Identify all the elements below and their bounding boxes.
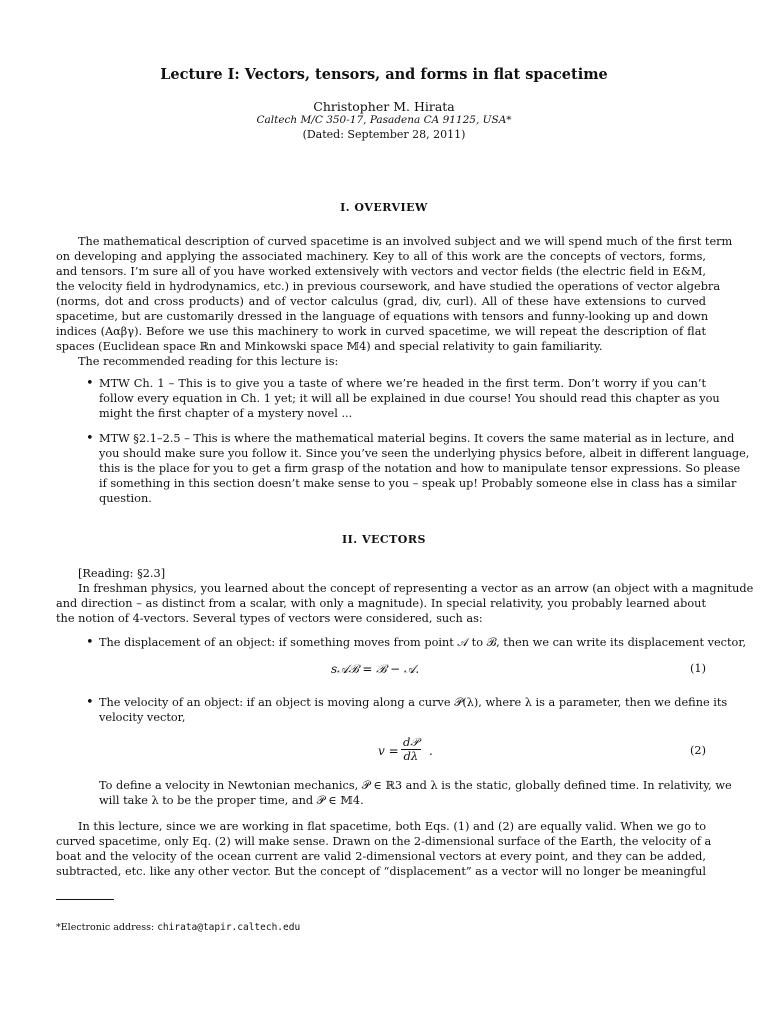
reading-reference: [Reading: §2.3] (78, 567, 166, 580)
author-affiliation: Caltech M/C 350-17, Pasadena CA 91125, USA* (256, 114, 512, 126)
date-line: (Dated: September 28, 2011) (302, 128, 466, 141)
paper-title: Lecture I: Vectors, tensors, and forms in flat spacetime (160, 66, 608, 83)
bullet-line: if something in this section doesn’t make sense to you – speak up! Probably someone else in class has a similar (99, 477, 737, 490)
bullet-line: you should make sure you follow it. Since you’ve seen the underlying physics before, albeit in different language, (99, 447, 750, 460)
bullet-line: this is the place for you to get a firm grasp of the notation and how to manipulate tensor expressions. So please (99, 462, 741, 475)
fraction-numerator: d𝒫 (403, 735, 419, 749)
overview-paragraph-line: (norms, dot and cross products) and of vector calculus (grad, div, curl). All of these have extensions to curved (56, 295, 706, 308)
footnote-email[interactable]: chirata@tapir.caltech.edu (157, 922, 301, 933)
velocity-note-line: will take λ to be the proper time, and 𝒫 ∈ 𝕄4. (99, 794, 364, 807)
velocity-bullet-line: velocity vector, (99, 711, 186, 724)
section-heading-vectors: II. VECTORS (342, 533, 426, 546)
vectors-paragraph-line: and direction – as distinct from a scalar, with only a magnitude). In special relativity, you probably learned about (56, 597, 706, 610)
section-heading-overview: I. OVERVIEW (340, 201, 428, 214)
velocity-bullet-line: The velocity of an object: if an object is moving along a curve 𝒫(λ), where λ is a parameter, then we define its (99, 696, 728, 709)
reading-intro: The recommended reading for this lecture is: (78, 355, 339, 368)
bullet-marker: • (86, 431, 94, 446)
bullet-line: might the first chapter of a mystery novel ... (99, 407, 353, 420)
overview-paragraph-line: spaces (Euclidean space ℝn and Minkowski space 𝕄4) and special relativity to gain familiarity. (56, 340, 603, 353)
author-name: Christopher M. Hirata (313, 99, 455, 114)
overview-paragraph-line: and tensors. I’m sure all of you have worked extensively with vectors and vector fields (the electric field in E&M, (56, 265, 706, 278)
bullet-marker: • (86, 695, 94, 710)
equation-2-tail: . (429, 744, 433, 758)
vectors-paragraph-line: In freshman physics, you learned about the concept of representing a vector as an arrow (an object with a magnitude (78, 582, 754, 595)
overview-paragraph-line: on developing and applying the associated machinery. Key to all of this work are the concepts of vectors, forms, (56, 250, 706, 263)
overview-paragraph-line: indices (Aαβγ). Before we use this machinery to work in curved spacetime, we will repeat the description of flat (56, 325, 706, 338)
footnote-rule (56, 899, 114, 900)
footnote-label: *Electronic address: (56, 922, 158, 933)
closing-paragraph-line: boat and the velocity of the ocean current are valid 2-dimensional vectors at every point, and they can be added, (56, 850, 706, 863)
displacement-bullet-line: The displacement of an object: if something moves from point 𝒜 to ℬ, then we can write its displacement vector, (99, 636, 747, 649)
fraction-denominator: dλ (403, 749, 419, 763)
footnote (56, 922, 300, 933)
velocity-note-line: To define a velocity in Newtonian mechanics, 𝒫 ∈ ℝ3 and λ is the static, globally defined time. In relativity, we (99, 779, 732, 792)
bullet-marker: • (86, 635, 94, 650)
closing-paragraph-line: In this lecture, since we are working in flat spacetime, both Eqs. (1) and (2) are equally valid. When we go to (78, 820, 706, 833)
bullet-line: follow every equation in Ch. 1 yet; it will all be explained in due course! You should read this chapter as you (99, 392, 720, 405)
overview-paragraph-line: the velocity field in hydrodynamics, etc.) in previous coursework, and have studied the operations of vector algebra (56, 280, 721, 293)
closing-paragraph-line: curved spacetime, only Eq. (2) will make sense. Drawn on the 2-dimensional surface of the Earth, the velocity of a (56, 835, 712, 848)
bullet-line: MTW §2.1–2.5 – This is where the mathematical material begins. It covers the same material as in lecture, and (99, 432, 735, 445)
vectors-paragraph-line: the notion of 4-vectors. Several types of vectors were considered, such as: (56, 612, 483, 625)
bullet-line: question. (99, 492, 152, 505)
overview-paragraph-line: The mathematical description of curved spacetime is an involved subject and we will spend much of the first term (78, 235, 733, 248)
bullet-line: MTW Ch. 1 – This is to give you a taste of where we’re headed in the first term. Don’t worry if you can’t (99, 377, 706, 390)
equation-number-1: (1) (690, 662, 707, 675)
closing-paragraph-line: subtracted, etc. like any other vector. But the concept of “displacement” as a vector will no longer be meaningful (56, 865, 706, 878)
overview-paragraph-line: spacetime, but are customarily dressed in the language of equations with tensors and funny-looking up and down (56, 310, 709, 323)
equation-2-fraction (401, 736, 421, 763)
equation-number-2: (2) (690, 744, 707, 757)
equation-2-lhs: v = (378, 744, 399, 758)
bullet-marker: • (86, 376, 94, 391)
equation-1: s𝒜ℬ = ℬ − 𝒜. (331, 662, 420, 676)
